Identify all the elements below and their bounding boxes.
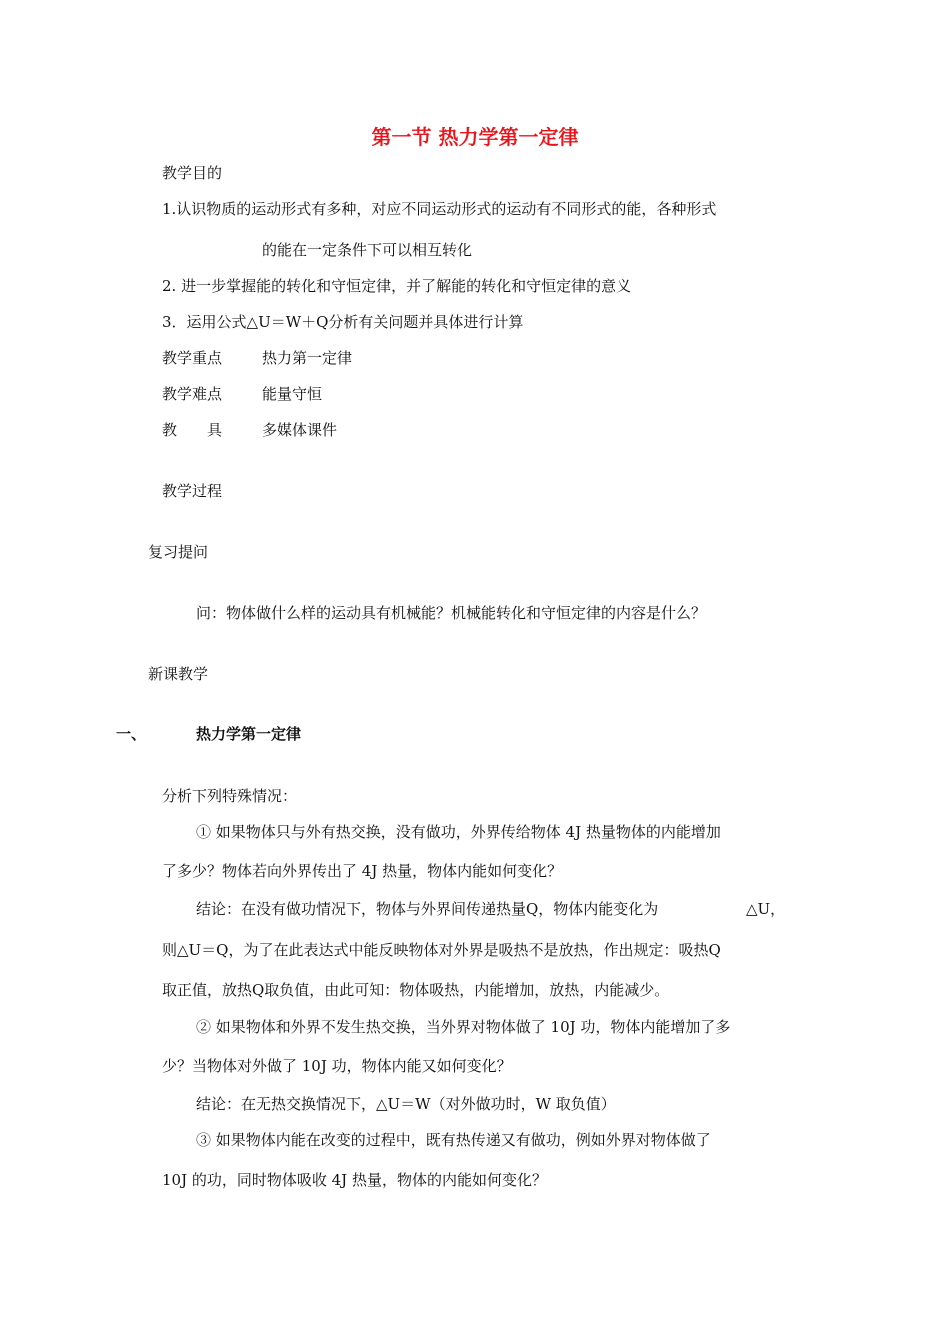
section-number: 一、	[116, 725, 147, 743]
case-2-line-2: 少？当物体对外做了 10J 功，物体内能又如何变化？	[162, 1057, 512, 1075]
objective-1-line-2: 的能在一定条件下可以相互转化	[262, 241, 473, 259]
case-1-line-1: ① 如果物体只与外有热交换，没有做功，外界传给物体 4J 热量物体的内能增加	[196, 823, 721, 841]
objective-3: 3．运用公式△U＝W＋Q分析有关问题并具体进行计算	[162, 313, 524, 331]
page-title: 第一节 热力学第一定律	[371, 125, 579, 149]
analysis-intro: 分析下列特殊情况：	[162, 787, 298, 805]
case-3-line-2: 10J 的功，同时物体吸收 4J 热量，物体的内能如何变化？	[162, 1171, 547, 1189]
section-heading: 热力学第一定律	[196, 725, 302, 743]
case-2-line-1: ② 如果物体和外界不发生热交换，当外界对物体做了 10J 功，物体内能增加了多	[196, 1018, 731, 1036]
tools-value: 多媒体课件	[262, 421, 338, 439]
conclusion-1-line-2: 则△U＝Q，为了在此表达式中能反映物体对外界是吸热不是放热，作出规定：吸热Q	[162, 941, 721, 959]
difficult-point-value: 能量守恒	[262, 385, 323, 403]
case-1-line-2: 了多少？物体若向外界传出了 4J 热量，物体内能如何变化？	[162, 862, 563, 880]
conclusion-2: 结论：在无热交换情况下，△U＝W（对外做功时，W 取负值）	[196, 1095, 616, 1113]
conclusion-1-line-3: 取正值，放热Q取负值，由此可知：物体吸热，内能增加，放热，内能减少。	[162, 981, 670, 999]
difficult-point-label: 教学难点	[162, 385, 223, 403]
objective-2: 2. 进一步掌握能的转化和守恒定律，并了解能的转化和守恒定律的意义	[162, 277, 632, 295]
conclusion-1-delta-u: △U，	[746, 900, 786, 918]
key-point-label: 教学重点	[162, 349, 223, 367]
objectives-heading: 教学目的	[162, 164, 223, 182]
conclusion-1-line-1: 结论：在没有做功情况下，物体与外界间传递热量Q，物体内能变化为	[196, 900, 659, 918]
objective-1-line-1: 1.认识物质的运动形式有多种，对应不同运动形式的运动有不同形式的能，各种形式	[162, 200, 717, 218]
review-heading: 复习提问	[148, 543, 209, 561]
new-lesson-heading: 新课教学	[148, 665, 209, 683]
tools-label: 教 具	[162, 421, 223, 439]
review-question: 问：物体做什么样的运动具有机械能？机械能转化和守恒定律的内容是什么？	[196, 604, 707, 622]
key-point-value: 热力第一定律	[262, 349, 353, 367]
process-heading: 教学过程	[162, 482, 223, 500]
case-3-line-1: ③ 如果物体内能在改变的过程中，既有热传递又有做功，例如外界对物体做了	[196, 1131, 711, 1149]
